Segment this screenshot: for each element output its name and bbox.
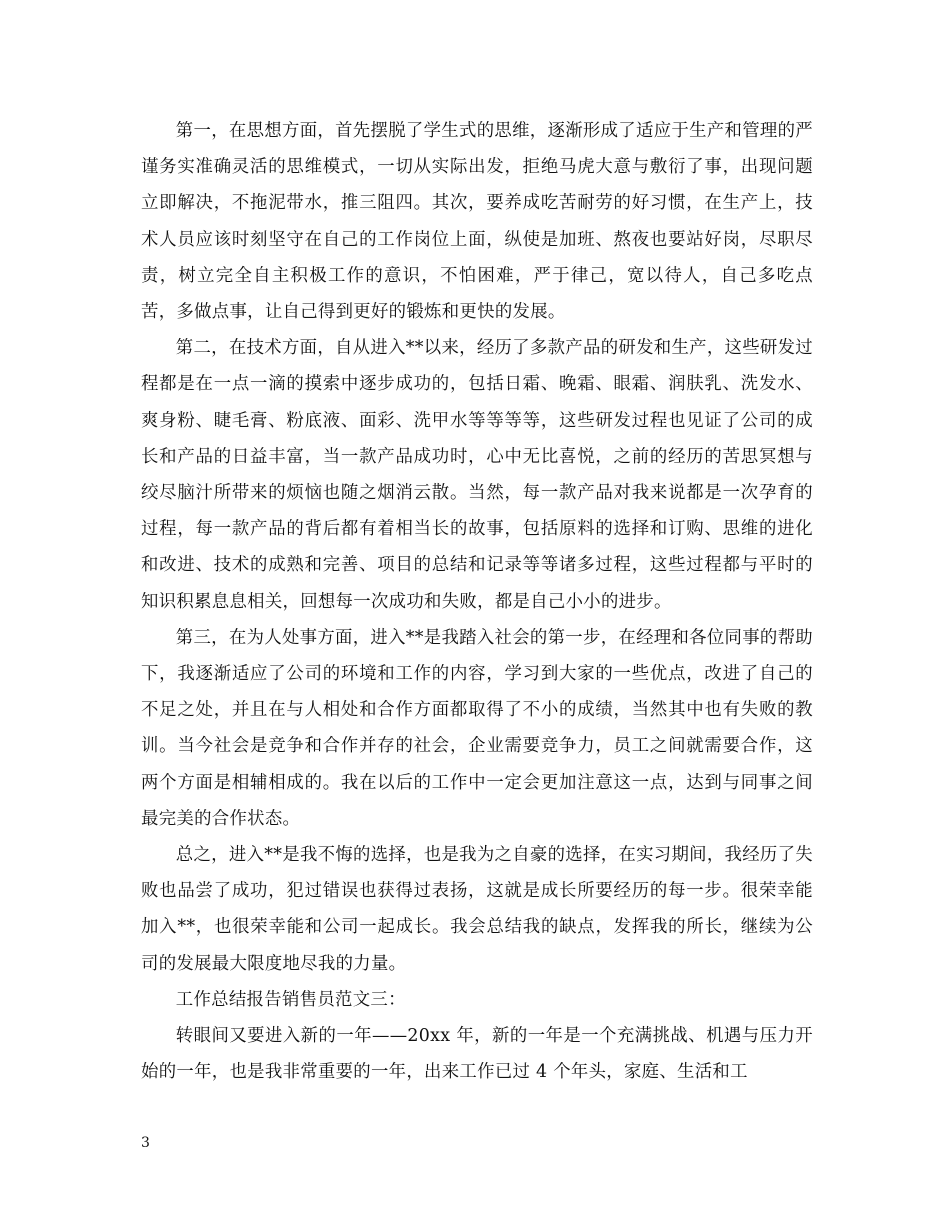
page-number: 3 (141, 1135, 150, 1151)
paragraph-technology: 第二，在技术方面，自从进入**以来，经历了多款产品的研发和生产，这些研发过程都是在一点一滴的摸索中逐步成功的，包括日霜、晚霜、眼霜、润肤乳、洗发水、爽身粉、睫毛膏、粉底液、面彩、洗甲水等等等等，这些研发过程也见证了公司的成长和产品的日益丰富，当一款产品成功时，心中无比喜悦，之前的经历的苦思冥想与绞尽脑汁所带来的烦恼也随之烟消云散。当然，每一款产品对我来说都是一次孕育的过程，每一款产品的背后都有着相当长的故事，包括原料的选择和订购、思维的进化和改进、技术的成熟和完善、项目的总结和记录等等诸多过程，这些过程都与平时的知识积累息息相关，回想每一次成功和失败，都是自己小小的进步。 (141, 338, 813, 612)
paragraph-thinking: 第一，在思想方面，首先摆脱了学生式的思维，逐渐形成了适应于生产和管理的严谨务实准确灵活的思维模式，一切从实际出发，拒绝马虎大意与敷衍了事，出现问题立即解决，不拖泥带水，推三阻四。其次，要养成吃苦耐劳的好习惯，在生产上，技术人员应该时刻坚守在自己的工作岗位上面，纵使是加班、熬夜也要站好岗，尽职尽责，树立完全自主积极工作的意识，不怕困难，严于律己，宽以待人，自己多吃点苦，多做点事，让自己得到更好的锻炼和更快的发展。 (141, 121, 813, 323)
document-body (141, 113, 813, 1090)
paragraph-new-year: 转眼间又要进入新的一年——20xx 年，新的一年是一个充满挑战、机遇与压力开始的一年，也是我非常重要的一年，出来工作已过 4 个年头，家庭、生活和工 (141, 1026, 813, 1083)
paragraph-conclusion: 总之，进入**是我不悔的选择，也是我为之自豪的选择，在实习期间，我经历了失败也品尝了成功，犯过错误也获得过表扬，这就是成长所要经历的每一步。很荣幸能加入**，也很荣幸能和公司一起成长。我会总结我的缺点，发挥我的所长，继续为公司的发展最大限度地尽我的力量。 (141, 845, 813, 974)
paragraph-interpersonal: 第三，在为人处事方面，进入**是我踏入社会的第一步，在经理和各位同事的帮助下，我逐渐适应了公司的环境和工作的内容，学习到大家的一些优点，改进了自己的不足之处，并且在与人相处和合作方面都取得了不小的成绩，当然其中也有失败的教训。当今社会是竞争和合作并存的社会，企业需要竞争力，员工之间就需要合作，这两个方面是相辅相成的。我在以后的工作中一定会更加注意这一点，达到与同事之间最完美的合作状态。 (141, 627, 813, 829)
section-heading: 工作总结报告销售员范文三： (175, 989, 406, 1010)
